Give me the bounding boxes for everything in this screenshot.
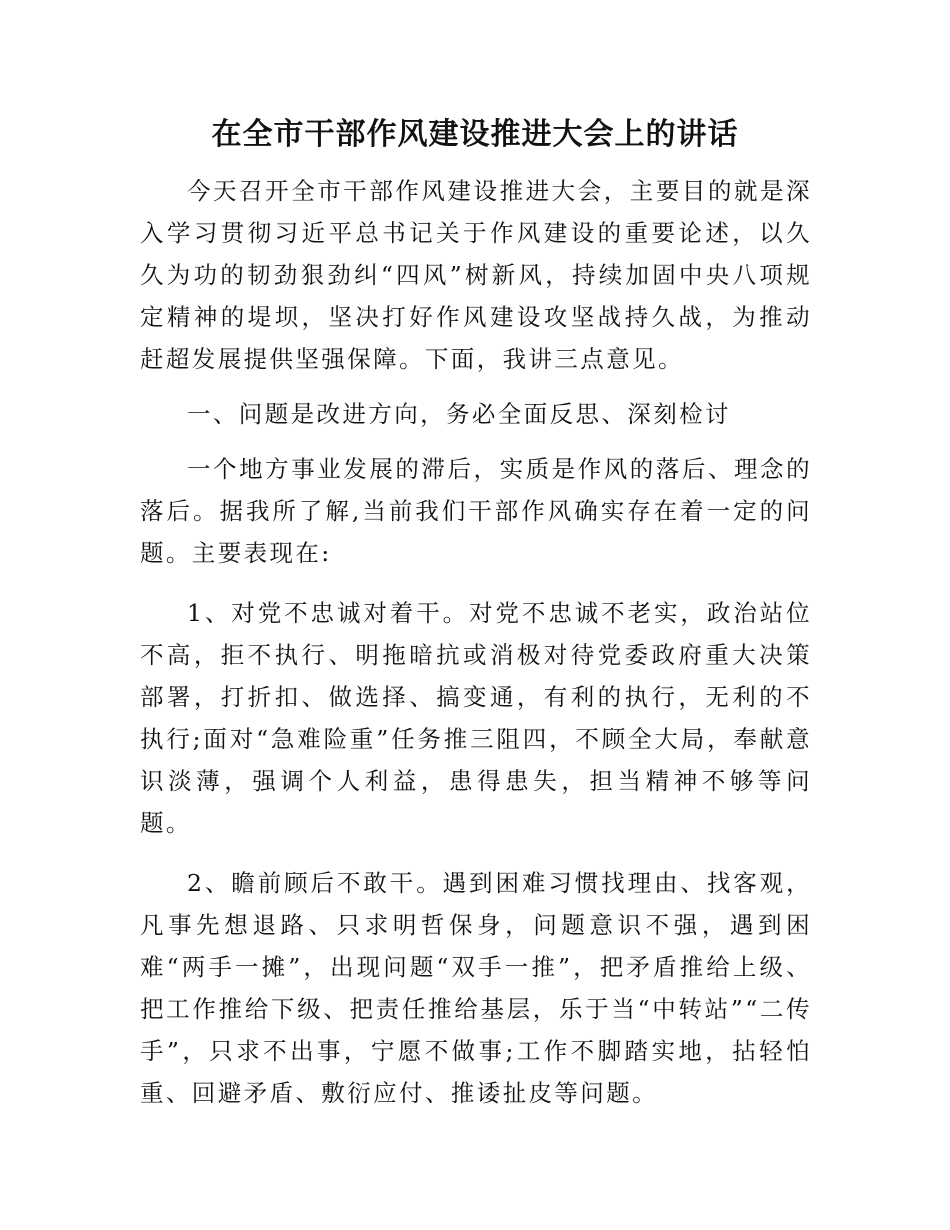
intro-paragraph: 今天召开全市干部作风建设推进大会，主要目的就是深入学习贯彻习近平总书记关于作风建设的重要论述，以久久为功的韧劲狠劲纠“四风”树新风，持续加固中央八项规定精神的堤坝，坚决打好作风建设攻坚战持久战，为推动赶超发展提供坚强保障。下面，我讲三点意见。 (140, 177, 812, 373)
document-body (140, 170, 812, 1114)
document-title: 在全市干部作风建设推进大会上的讲话 (211, 117, 739, 152)
list-item-1: 1、对党不忠诚对着干。对党不忠诚不老实，政治站位不高，拒不执行、明拖暗抗或消极对待党委政府重大决策部署，打折扣、做选择、搞变通，有利的执行，无利的不执行;面对“急难险重”任务推三阻四，不顾全大局，奉献意识淡薄，强调个人利益，患得患失，担当精神不够等问题。 (140, 599, 812, 837)
section-heading-1: 一、问题是改进方向，务必全面反思、深刻检讨 (187, 400, 731, 428)
section-paragraph: 一个地方事业发展的滞后，实质是作风的落后、理念的落后。据我所了解,当前我们干部作风确实存在着一定的问题。主要表现在: (140, 455, 812, 567)
list-item-2: 2、瞻前顾后不敢干。遇到困难习惯找理由、找客观，凡事先想退路、只求明哲保身，问题意识不强，遇到困难“两手一摊”，出现问题“双手一推”，把矛盾推给上级、把工作推给下级、把责任推给基层，乐于当“中转站”“二传手”，只求不出事，宁愿不做事;工作不脚踏实地，拈轻怕重、回避矛盾、敷衍应付、推诿扯皮等问题。 (140, 869, 812, 1107)
